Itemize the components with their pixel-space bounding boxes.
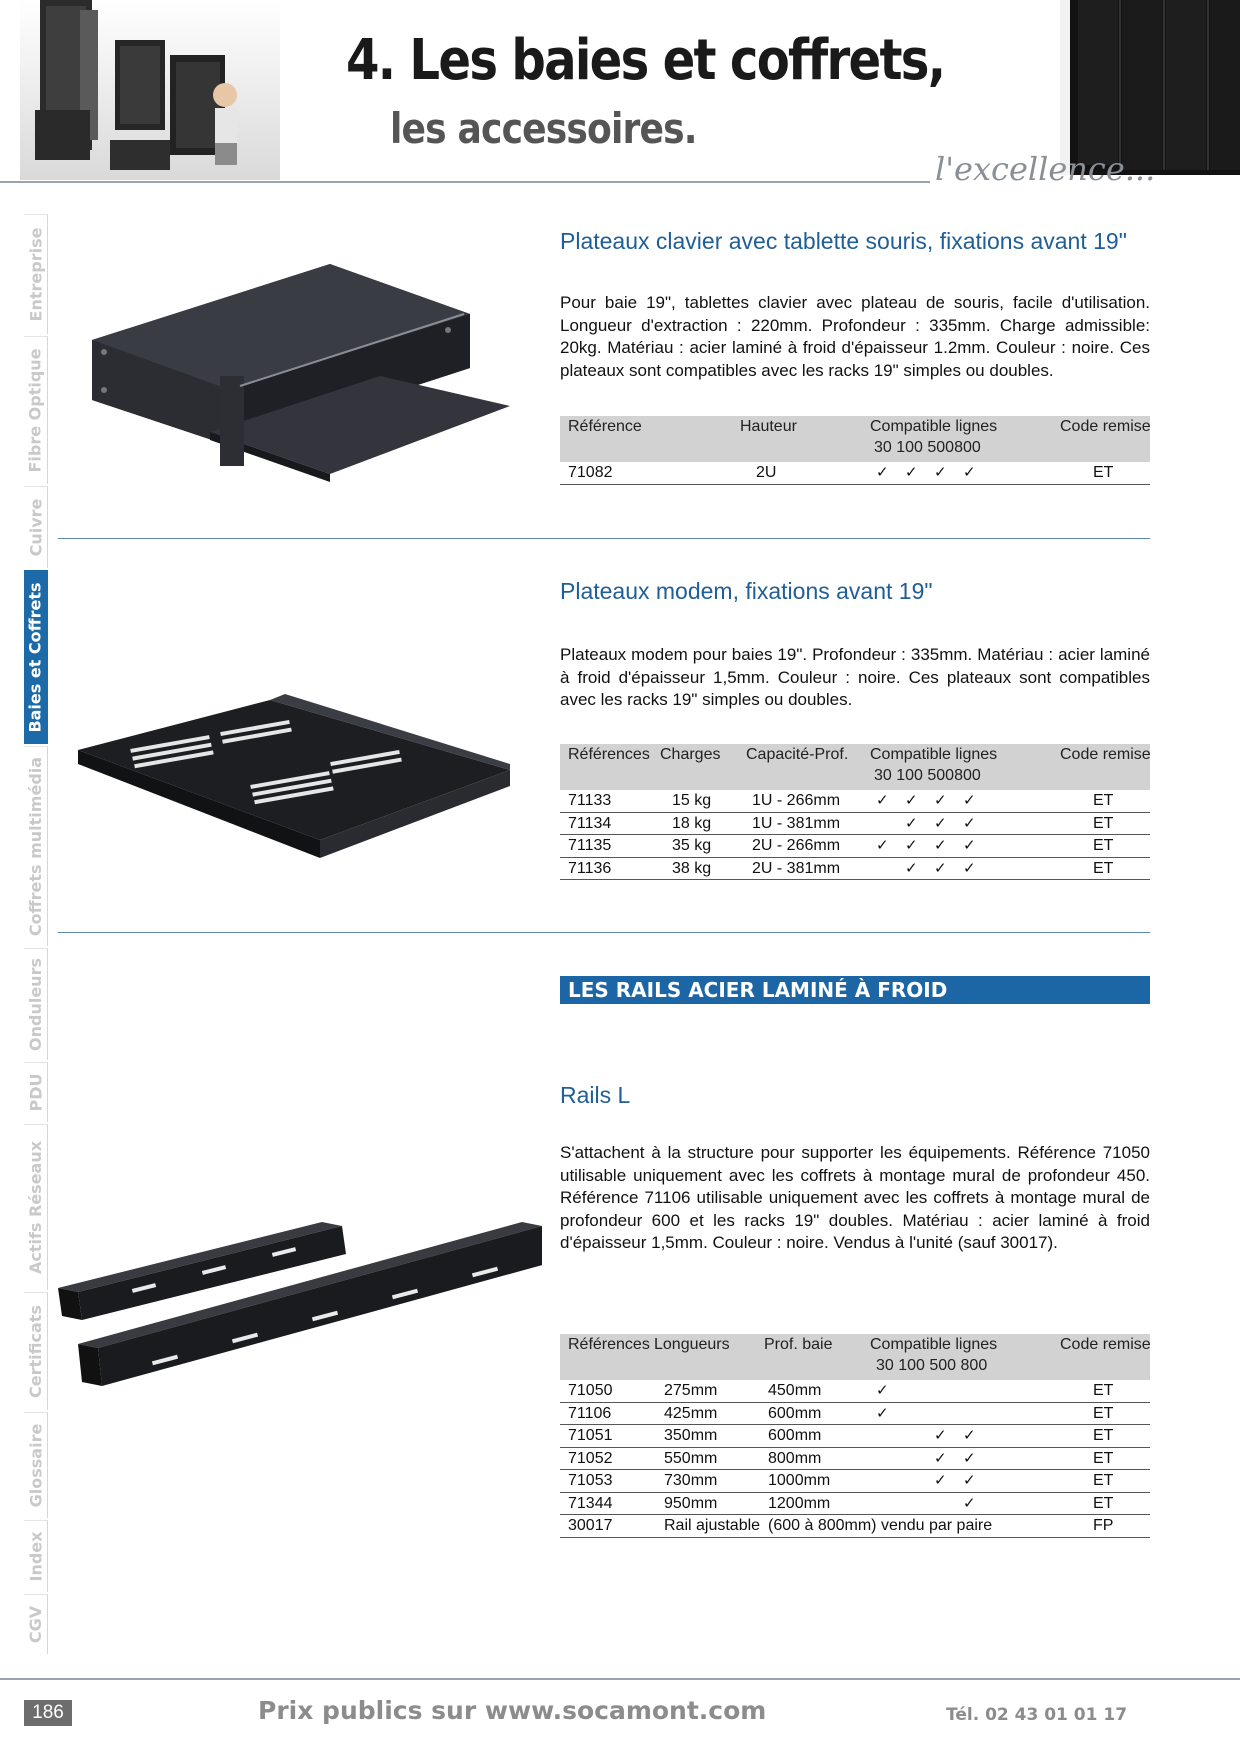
product-title-modem-tray: Plateaux modem, fixations avant 19" — [560, 578, 933, 604]
sidetab-label: Entreprise — [26, 227, 46, 322]
section-separator — [58, 538, 1150, 539]
col-header-charges: Charges — [660, 746, 721, 763]
col-header-longueurs: Longueurs — [654, 1336, 730, 1353]
cell-ref: 71052 — [568, 1449, 613, 1467]
col-header-compatible: Compatible lignes — [870, 418, 998, 435]
cell-longueur: 550mm — [664, 1449, 718, 1467]
cell-ref: 30017 — [568, 1517, 613, 1534]
check-icon: ✓ — [963, 1449, 976, 1467]
check-icon: ✓ — [963, 859, 976, 877]
product-title-rails: Rails L — [560, 1082, 631, 1108]
page-title: 4. Les baies et coffrets, — [346, 28, 945, 93]
col-header-hauteur: Hauteur — [740, 418, 797, 435]
sidetab-coffrets-multimedia[interactable] — [24, 746, 48, 946]
table-row — [560, 1493, 1150, 1516]
cell-code: ET — [1093, 1494, 1114, 1512]
footer-telephone: Tél. 02 43 01 01 17 — [946, 1705, 1128, 1725]
cell-code: ET — [1093, 1404, 1114, 1422]
cell-ref: 71134 — [568, 814, 612, 832]
page-subtitle: les accessoires. — [390, 104, 697, 153]
cell-code: FP — [1093, 1517, 1114, 1534]
check-icon: ✓ — [934, 1427, 947, 1444]
cell-ref: 71050 — [568, 1382, 613, 1399]
table-row — [560, 1403, 1150, 1426]
cell-code: ET — [1093, 1427, 1114, 1444]
section-band-rails — [560, 976, 1150, 1004]
section-separator — [58, 932, 1150, 933]
cell-prof-baie: (600 à 800mm) vendu par paire — [768, 1517, 993, 1534]
check-icon: ✓ — [934, 1472, 947, 1489]
check-icon: ✓ — [963, 464, 976, 481]
header-cabinets-photo — [20, 0, 280, 180]
col-header-prof-baie: Prof. baie — [764, 1336, 833, 1353]
check-icon: ✓ — [934, 792, 947, 809]
table-row — [560, 1425, 1150, 1448]
cell-code: ET — [1093, 814, 1114, 832]
sidetab-label: Glossaire — [26, 1423, 45, 1508]
col-header-capacite: Capacité-Prof. — [746, 746, 849, 763]
col-header-references: Références — [568, 1336, 650, 1353]
rails-table — [560, 1334, 1150, 1538]
cell-longueur: 275mm — [664, 1382, 718, 1399]
col-header-references: Références — [568, 746, 650, 763]
table-row — [560, 858, 1150, 881]
check-icon: ✓ — [905, 792, 918, 809]
header-rule — [0, 181, 930, 183]
table-row — [560, 1448, 1150, 1471]
col-header-code: Code remise — [1060, 1336, 1151, 1353]
cell-ref: 71082 — [568, 464, 613, 481]
sidetab-cuivre[interactable] — [24, 486, 48, 568]
page-header — [0, 0, 1240, 190]
check-icon: ✓ — [876, 1404, 889, 1422]
sidetab-onduleurs[interactable] — [24, 948, 48, 1060]
product-description-rails: S'attachent à la structure pour supporter les équipements. Référence 71050 utilisable uniquement avec les coffrets à montage mural de profondeur 450. Référence 71106 utilisable uniquement avec les coffrets à montage mural de profondeur 600 et les racks 19" doubles. Matériau : acier laminé à froid d'épaisseur 1,5mm. Couleur : noire. Vendus à l'unité (sauf 30017). — [560, 1143, 1150, 1252]
keyboard-tray-image — [80, 250, 520, 510]
product-description-keyboard-tray: Pour baie 19", tablettes clavier avec plateau de souris, facile d'utilisation. Longueur d'extraction : 220mm. Profondeur : 335mm. Charge admissible: 20kg. Matériau : acier laminé à froid d'épaisseur 1.2mm. Couleur : noire. Ces plateaux sont compatibles avec les racks 19" simples ou doubles. — [560, 293, 1150, 380]
cell-ref: 71106 — [568, 1404, 612, 1422]
sidetab-actifs-reseaux[interactable] — [24, 1124, 48, 1290]
check-icon: ✓ — [963, 792, 976, 809]
col-header-compatible: Compatible lignes — [870, 1336, 998, 1353]
sidetab-glossaire[interactable] — [24, 1412, 48, 1518]
cell-ref: 71051 — [568, 1427, 613, 1444]
cell-longueur: 425mm — [664, 1404, 718, 1422]
check-icon: ✓ — [876, 464, 889, 481]
sidetab-label: CGV — [26, 1605, 46, 1644]
cell-code: ET — [1093, 859, 1114, 877]
cell-prof-baie: 1000mm — [768, 1472, 831, 1489]
check-icon: ✓ — [963, 1472, 976, 1489]
cell-charge: 35 kg — [672, 837, 712, 854]
cell-longueur: Rail ajustable — [664, 1517, 761, 1534]
cell-capacite: 1U - 266mm — [752, 792, 841, 809]
cell-charge: 18 kg — [672, 814, 712, 832]
modem-tray-image — [70, 690, 520, 870]
sidetab-label: Coffrets multimédia — [26, 756, 45, 937]
sidetab-baies-et-coffrets[interactable] — [24, 570, 48, 744]
header-racks-photo — [1060, 0, 1240, 175]
check-icon: ✓ — [963, 837, 976, 854]
check-icon: ✓ — [905, 837, 918, 854]
footer-rule — [0, 1678, 1240, 1680]
col-header-reference: Référence — [568, 418, 642, 435]
cell-code: ET — [1093, 1382, 1114, 1399]
cell-ref: 71053 — [568, 1472, 613, 1489]
sidetab-label: Baies et Coffrets — [26, 582, 46, 733]
cell-prof-baie: 1200mm — [768, 1494, 831, 1512]
brand-tagline: l'excellence... — [935, 150, 1156, 188]
cell-longueur: 950mm — [664, 1494, 718, 1512]
check-icon: ✓ — [963, 814, 976, 832]
col-header-lines: 30 100 500800 — [874, 767, 981, 784]
sidetab-label: Certificats — [26, 1305, 45, 1398]
sidetab-label: Fibre Optique — [26, 348, 45, 473]
sidetab-label: Cuivre — [26, 498, 46, 557]
check-icon: ✓ — [934, 1449, 947, 1467]
check-icon: ✓ — [934, 837, 947, 854]
table-row — [560, 1380, 1150, 1403]
table-row — [560, 1470, 1150, 1493]
cell-code: ET — [1093, 792, 1114, 809]
keyboard-tray-table — [560, 416, 1150, 485]
sidetab-pdu[interactable] — [24, 1062, 48, 1122]
check-icon: ✓ — [934, 814, 947, 832]
cell-capacite: 2U - 266mm — [752, 837, 841, 854]
cell-capacite: 2U - 381mm — [752, 859, 841, 877]
check-icon: ✓ — [876, 792, 889, 809]
cell-prof-baie: 600mm — [768, 1427, 822, 1444]
cell-code: ET — [1093, 1449, 1114, 1467]
table-row — [560, 813, 1150, 836]
cell-longueur: 350mm — [664, 1427, 718, 1444]
sidetab-certificats[interactable] — [24, 1292, 48, 1410]
page-number: 186 — [24, 1700, 72, 1726]
product-description-modem-tray: Plateaux modem pour baies 19". Profondeur : 335mm. Matériau : acier laminé à froid d'épaisseur 1,5mm. Couleur : noire. Ces plateaux sont compatibles avec les racks 19" simples ou doubles. — [560, 645, 1150, 709]
table-row — [560, 1515, 1150, 1538]
sidetab-label: Index — [26, 1531, 45, 1582]
col-header-code: Code remise — [1060, 418, 1151, 435]
cell-prof-baie: 800mm — [768, 1449, 822, 1467]
check-icon: ✓ — [963, 1494, 976, 1512]
cell-charge: 15 kg — [672, 792, 712, 809]
cell-code: ET — [1093, 464, 1114, 481]
cell-longueur: 730mm — [664, 1472, 718, 1489]
col-header-code: Code remise — [1060, 746, 1151, 763]
check-icon: ✓ — [934, 464, 947, 481]
sidetab-fibre-optique[interactable] — [24, 336, 48, 484]
sidetab-cgv[interactable] — [24, 1594, 48, 1654]
col-header-lines: 30 100 500 800 — [876, 1357, 988, 1374]
cell-charge: 38 kg — [672, 859, 712, 877]
table-row — [560, 790, 1150, 813]
table-row — [560, 462, 1150, 485]
table-header — [560, 416, 1150, 462]
check-icon: ✓ — [905, 814, 918, 832]
l-rails-image — [52, 1216, 542, 1406]
sidetab-entreprise[interactable] — [24, 214, 48, 334]
table-header — [560, 1334, 1150, 1380]
check-icon: ✓ — [934, 859, 947, 877]
cell-code: ET — [1093, 1472, 1114, 1489]
cell-prof-baie: 450mm — [768, 1382, 822, 1399]
cell-capacite: 1U - 381mm — [752, 814, 841, 832]
table-row — [560, 835, 1150, 858]
check-icon: ✓ — [876, 837, 889, 854]
modem-tray-table — [560, 744, 1150, 880]
col-header-lines: 30 100 500800 — [874, 439, 981, 456]
check-icon: ✓ — [905, 859, 918, 877]
cell-ref: 71133 — [568, 792, 612, 809]
product-title-keyboard-tray: Plateaux clavier avec tablette souris, fixations avant 19" — [560, 228, 1127, 254]
sidetab-index[interactable] — [24, 1520, 48, 1592]
cell-prof-baie: 600mm — [768, 1404, 822, 1422]
table-header — [560, 744, 1150, 790]
cell-code: ET — [1093, 837, 1114, 854]
cell-ref: 71135 — [568, 837, 612, 854]
check-icon: ✓ — [963, 1427, 976, 1444]
cell-hauteur: 2U — [756, 464, 777, 481]
sidetab-label: Actifs Réseaux — [26, 1140, 46, 1275]
sidetab-label: Onduleurs — [26, 958, 46, 1051]
cell-ref: 71344 — [568, 1494, 613, 1512]
check-icon: ✓ — [876, 1382, 889, 1399]
check-icon: ✓ — [905, 464, 918, 481]
footer-price-url[interactable]: Prix publics sur www.socamont.com — [258, 1696, 767, 1725]
section-band-label: LES RAILS ACIER LAMINÉ À FROID — [568, 978, 948, 1002]
sidetab-label: PDU — [26, 1073, 45, 1112]
col-header-compatible: Compatible lignes — [870, 746, 998, 763]
cell-ref: 71136 — [568, 859, 612, 877]
